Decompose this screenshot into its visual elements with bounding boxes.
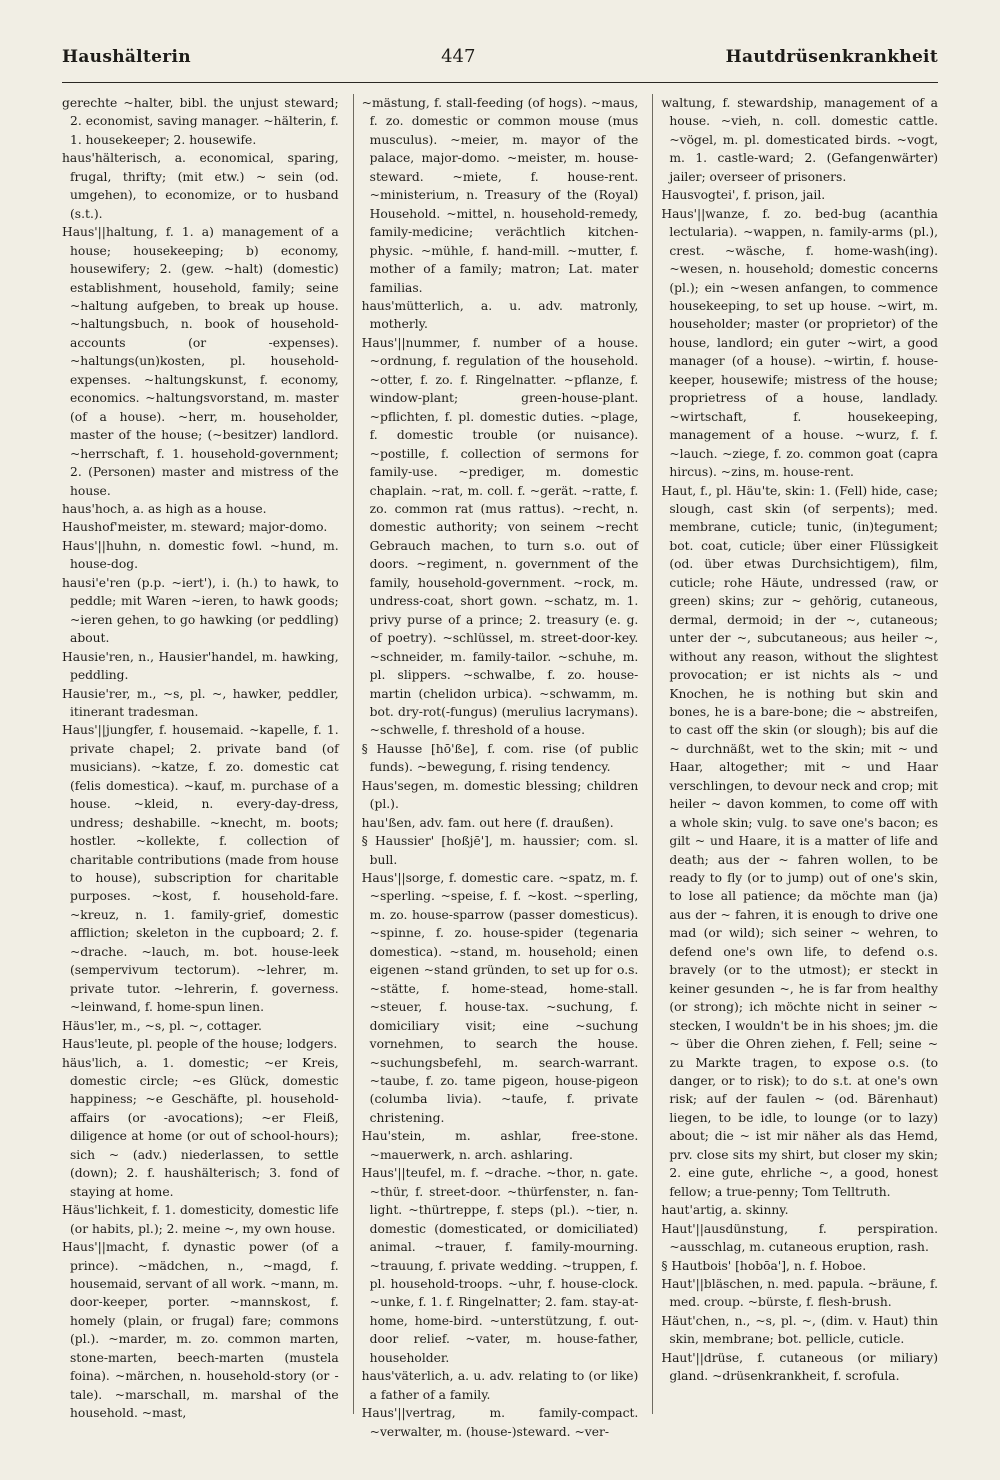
dictionary-entry: Haut'||bläschen, n. med. papula. ~bräune, f. med. croup. ~bürste, f. flesh-brush. <box>661 1277 939 1310</box>
column-3 <box>652 94 938 1414</box>
running-header <box>62 46 938 76</box>
right-guide-word: Hautdrüsenkrankheit <box>725 47 938 67</box>
dictionary-entry: Haut'||ausdünstung, f. perspiration. ~ausschlag, m. cutaneous eruption, rash. <box>661 1221 939 1255</box>
dictionary-entry: Häus'lichkeit, f. 1. domesticity, domestic life (or habits, pl.); 2. meine ~, my own house. <box>62 1203 339 1236</box>
dictionary-entry: Haut, f., pl. Häu'te, skin: 1. (Fell) hide, case; slough, cast skin (of serpents); med. membrane, cuticle; tunic, (in)tegument; bot. coat, cuticle; über einer Flüssigkeit (od. über etwas Durchsichtigem), film, cuticle; rohe Häute, undressed (raw, or green) skins; zur ~ gehörig, cutaneous, dermal, dermoid; in der ~, cutaneous; unter der ~, subcutaneous; aus heiler ~, without any reason, without the slightest provocation; er ist nichts als ~ und Knochen, he is nothing but skin and bones, he is a bare-bone; die ~ abstreifen, to cast off the skin (or slough); bis auf die ~ durchnäßt, wet to the skin; mit ~ und Haar, altogether; mit ~ und Haar verschlingen, to devour neck and crop; mit heiler ~ davon kommen, to come off with a whole skin; vulg. to save one's bacon; es gilt ~ und Haare, it is a matter of life and death; aus der ~ fahren wollen, to be ready to fly (or to jump) out of one's skin, to lose all patience; da möchte man (ja) aus der ~ fahren, it is enough to drive one mad (or wild); sich seiner ~ wehren, to defend one's own life, to defend o.s. bravely (or to the utmost); er steckt in keiner gesunden ~, he is far from healthy (or strong); ich möchte nicht in seiner ~ stecken, I wouldn't be in his shoes; jm. die ~ über die Ohren ziehen, f. Fell; seine ~ zu Markte tragen, to expose o.s. (to danger, or to risk); to do s.t. at one's own risk; auf der faulen ~ (od. Bärenhaut) liegen, to be idle, to lounge (or to lazy) about; die ~ ist mir näher als das Hemd, prv. close sits my shirt, but closer my skin; 2. eine gute, ehrliche ~, a good, honest fellow; a true-penny; Tom Telltruth. <box>661 483 939 1199</box>
dictionary-entry: Haut'||drüse, f. cutaneous (or miliary) gland. ~drüsenkrankheit, f. scrofula. <box>661 1350 939 1384</box>
dictionary-entry: Haus'||jungfer, f. housemaid. ~kapelle, f. 1. private chapel; 2. private band (of musicians). ~katze, f. zo. domestic cat (felis domestica). ~kauf, m. purchase of a house. ~kleid, n. every-day-dress, undress; deshabille. ~knecht, m. boots; hostler. ~kollekte, f. collection of charitable contributions (made from house to house), subscription for charitable purposes. ~kost, f. household-fare. ~kreuz, n. 1. family-grief, domestic affliction; skeleton in the cupboard; 2. f. ~drache. ~lauch, m. bot. house-leek (sempervivum tectorum). ~lehrer, m. private tutor. ~lehrerin, f. governess. ~leinwand, f. home-spun linen. <box>62 723 339 1015</box>
dictionary-entry: Hausie'ren, n., Hausier'handel, m. hawking, peddling. <box>62 649 339 683</box>
dictionary-entry: Haus'||huhn, n. domestic fowl. ~hund, m. house-dog. <box>62 538 339 572</box>
dictionary-entry: häus'lich, a. 1. domestic; ~er Kreis, domestic circle; ~es Glück, domestic happiness; ~e Geschäfte, pl. household-affairs (or -avocations); ~er Fleiß, diligence at home (or out of school-hours); sich ~ (adv.) niederlassen, to settle (down); 2. f. haushälterisch; 3. fond of staying at home. <box>62 1055 339 1199</box>
dictionary-entry: hausi'e'ren (p.p. ~iert'), i. (h.) to hawk, to peddle; mit Waren ~ieren, to hawk goods; ~ieren gehen, to go hawking (or peddling) about. <box>62 575 339 646</box>
dictionary-entry: haut'artig, a. skinny. <box>661 1203 789 1218</box>
dictionary-entry: Haus'||haltung, f. 1. a) management of a house; housekeeping; b) economy, housewifery; 2. (gew. ~halt) (domestic) establishment, household, family; seine ~haltung aufgeben, to break up house. ~haltungsbuch, n. book of household-accounts (or -expenses). ~haltungs(un)kosten, pl. household-expenses. ~haltungskunst, f. economy, economics. ~haltungsvorstand, m. master (of a house). ~herr, m. householder, master of the house; (~besitzer) landlord. ~herrschaft, f. 1. household-government; 2. (Personen) master and mistress of the house. <box>62 225 339 498</box>
left-guide-word: Haushälterin <box>62 47 191 67</box>
dictionary-entry: haus'mütterlich, a. u. adv. matronly, motherly. <box>361 298 639 332</box>
dictionary-entry: Haus'||nummer, f. number of a house. ~ordnung, f. regulation of the household. ~otter, f. zo. f. Ringelnatter. ~pflanze, f. window-plant; green-house-plant. ~pflichten, f. pl. domestic duties. ~plage, f. domestic trouble (or nuisance). ~postille, f. collection of sermons for family-use. ~prediger, m. domestic chaplain. ~rat, m. coll. f. ~gerät. ~ratte, f. zo. common rat (mus rattus). ~recht, n. domestic authority; von seinem ~recht Gebrauch machen, to turn s.o. out of doors. ~regiment, n. government of the family, household-government. ~rock, m. undress-coat, short gown. ~schatz, m. 1. privy purse of a prince; 2. treasury (e. g. of poetry). ~schlüssel, m. street-door-key. ~schneider, m. family-tailor. ~schuhe, m. pl. slippers. ~schwalbe, f. zo. house-martin (chelidon urbica). ~schwamm, m. bot. dry-rot(-fungus) (merulius lacrymans). ~schwelle, f. threshold of a house. <box>361 335 639 738</box>
dictionary-entry: Haus'leute, pl. people of the house; lodgers. <box>62 1037 338 1052</box>
dictionary-entry: Haus'||wanze, f. zo. bed-bug (acanthia lectularia). ~wappen, n. family-arms (pl.), crest. ~wäsche, f. home-wash(ing). ~wesen, n. household; domestic concerns (pl.); ein ~wesen anfangen, to commence housekeeping, to set up house. ~wirt, m. householder; master (or proprietor) of the house, landlord; ein guter ~wirt, a good manager (of a house). ~wirtin, f. house-keeper, housewife; mistress of the house; proprietress of a house, landlady. ~wirtschaft, f. housekeeping, management of a house. ~wurz, f. f. ~lauch. ~ziege, f. zo. common goat (capra hircus). ~zins, m. house-rent. <box>661 206 939 480</box>
column-2 <box>353 94 639 1439</box>
dictionary-entry: Haus'segen, m. domestic blessing; children (pl.). <box>361 778 639 812</box>
dictionary-entry: § Hautbois' [hobōa'], n. f. Hoboe. <box>661 1258 867 1273</box>
dictionary-entry: haus'väterlich, a. u. adv. relating to (or like) a father of a family. <box>361 1369 639 1402</box>
dictionary-entry: ~mästung, f. stall-feeding (of hogs). ~maus, f. zo. domestic or common mouse (mus musculus). ~meier, m. mayor of the palace, major-domo. ~meister, m. house-steward. ~miete, f. house-rent. ~ministerium, n. Treasury of the (Royal) Household. ~mittel, n. household-remedy, family-medicine; verächtlich kitchen-physic. ~mühle, f. hand-mill. ~mutter, f. mother of a family; matron; Lat. mater familias. <box>361 96 639 295</box>
dictionary-entry: § Hausse [hō'ße], f. com. rise (of public funds). ~bewegung, f. rising tendency. <box>361 741 639 775</box>
dictionary-columns <box>62 94 939 1439</box>
dictionary-entry: hau'ßen, adv. fam. out here (f. draußen). <box>361 815 614 830</box>
dictionary-entry: Hau'stein, m. ashlar, free-stone. ~mauerwerk, n. arch. ashlaring. <box>361 1129 639 1162</box>
dictionary-entry: Haus'||macht, f. dynastic power (of a prince). ~mädchen, n., ~magd, f. housemaid, servant of all work. ~mann, m. door-keeper, porter. ~mannskost, f. homely (plain, or frugal) fare; commons (pl.). ~marder, m. zo. common marten, stone-marten, beech-marten (mustela foina). ~märchen, n. household-story (or -tale). ~marschall, m. marshal of the household. ~mast, <box>62 1240 339 1421</box>
dictionary-entry: haus'hälterisch, a. economical, sparing, frugal, thrifty; (mit etw.) ~ sein (od. umgehen), to economize, or to husband (s.t.). <box>62 151 339 221</box>
dictionary-entry: waltung, f. stewardship, management of a house. ~vieh, n. coll. domestic cattle. ~vögel, m. pl. domesticated birds. ~vogt, m. 1. castle-ward; 2. (Gefangenwärter) jailer; overseer of prisoners. <box>661 96 939 184</box>
dictionary-entry: § Haussier' [hoßjē'], m. haussier; com. sl. bull. <box>361 834 639 867</box>
dictionary-entry: Häus'ler, m., ~s, pl. ~, cottager. <box>62 1018 262 1033</box>
dictionary-entry: Häut'chen, n., ~s, pl. ~, (dim. v. Haut) thin skin, membrane; bot. pellicle, cuticle. <box>661 1313 939 1347</box>
column-1 <box>62 94 339 1421</box>
header-rule <box>62 82 938 83</box>
dictionary-entry: Haushof'meister, m. steward; major-domo. <box>62 520 328 535</box>
dictionary-entry: Hausie'rer, m., ~s, pl. ~, hawker, peddler, itinerant tradesman. <box>62 686 339 719</box>
dictionary-entry: Haus'||vertrag, m. family-compact. ~verwalter, m. (house-)steward. ~ver- <box>361 1406 639 1439</box>
dictionary-entry: gerechte ~halter, bibl. the unjust steward; 2. economist, saving manager. ~hälterin, f. 1. housekeeper; 2. housewife. <box>62 96 339 147</box>
page-number: 447 <box>441 46 476 67</box>
dictionary-entry: haus'hoch, a. as high as a house. <box>62 501 267 516</box>
dictionary-entry: Haus'||sorge, f. domestic care. ~spatz, m. f. ~sperling. ~speise, f. f. ~kost. ~sperling, m. zo. house-sparrow (passer domesticus). ~spinne, f. zo. house-spider (tegenaria domestica). ~stand, m. household; einen eigenen ~stand gründen, to set up for o.s. ~stätte, f. home-stead, home-stall. ~steuer, f. house-tax. ~suchung, f. domiciliary visit; eine ~suchung vornehmen, to search the house. ~suchungsbefehl, m. search-warrant. ~taube, f. zo. tame pigeon, house-pigeon (columba livia). ~taufe, f. private christening. <box>361 871 639 1125</box>
dictionary-entry: Hausvogtei', f. prison, jail. <box>661 188 826 203</box>
dictionary-entry: Haus'||teufel, m. f. ~drache. ~thor, n. gate. ~thür, f. street-door. ~thürfenster, n. fan-light. ~thürtreppe, f. steps (pl.). ~tier, n. domestic (domesticated, or domiciliated) animal. ~trauer, f. family-mourning. ~trauung, f. private wedding. ~truppen, f. pl. household-troops. ~uhr, f. house-clock. ~unke, f. 1. f. Ringelnatter; 2. fam. stay-at-home, home-bird. ~unterstützung, f. out-door relief. ~vater, m. house-father, householder. <box>361 1166 639 1365</box>
